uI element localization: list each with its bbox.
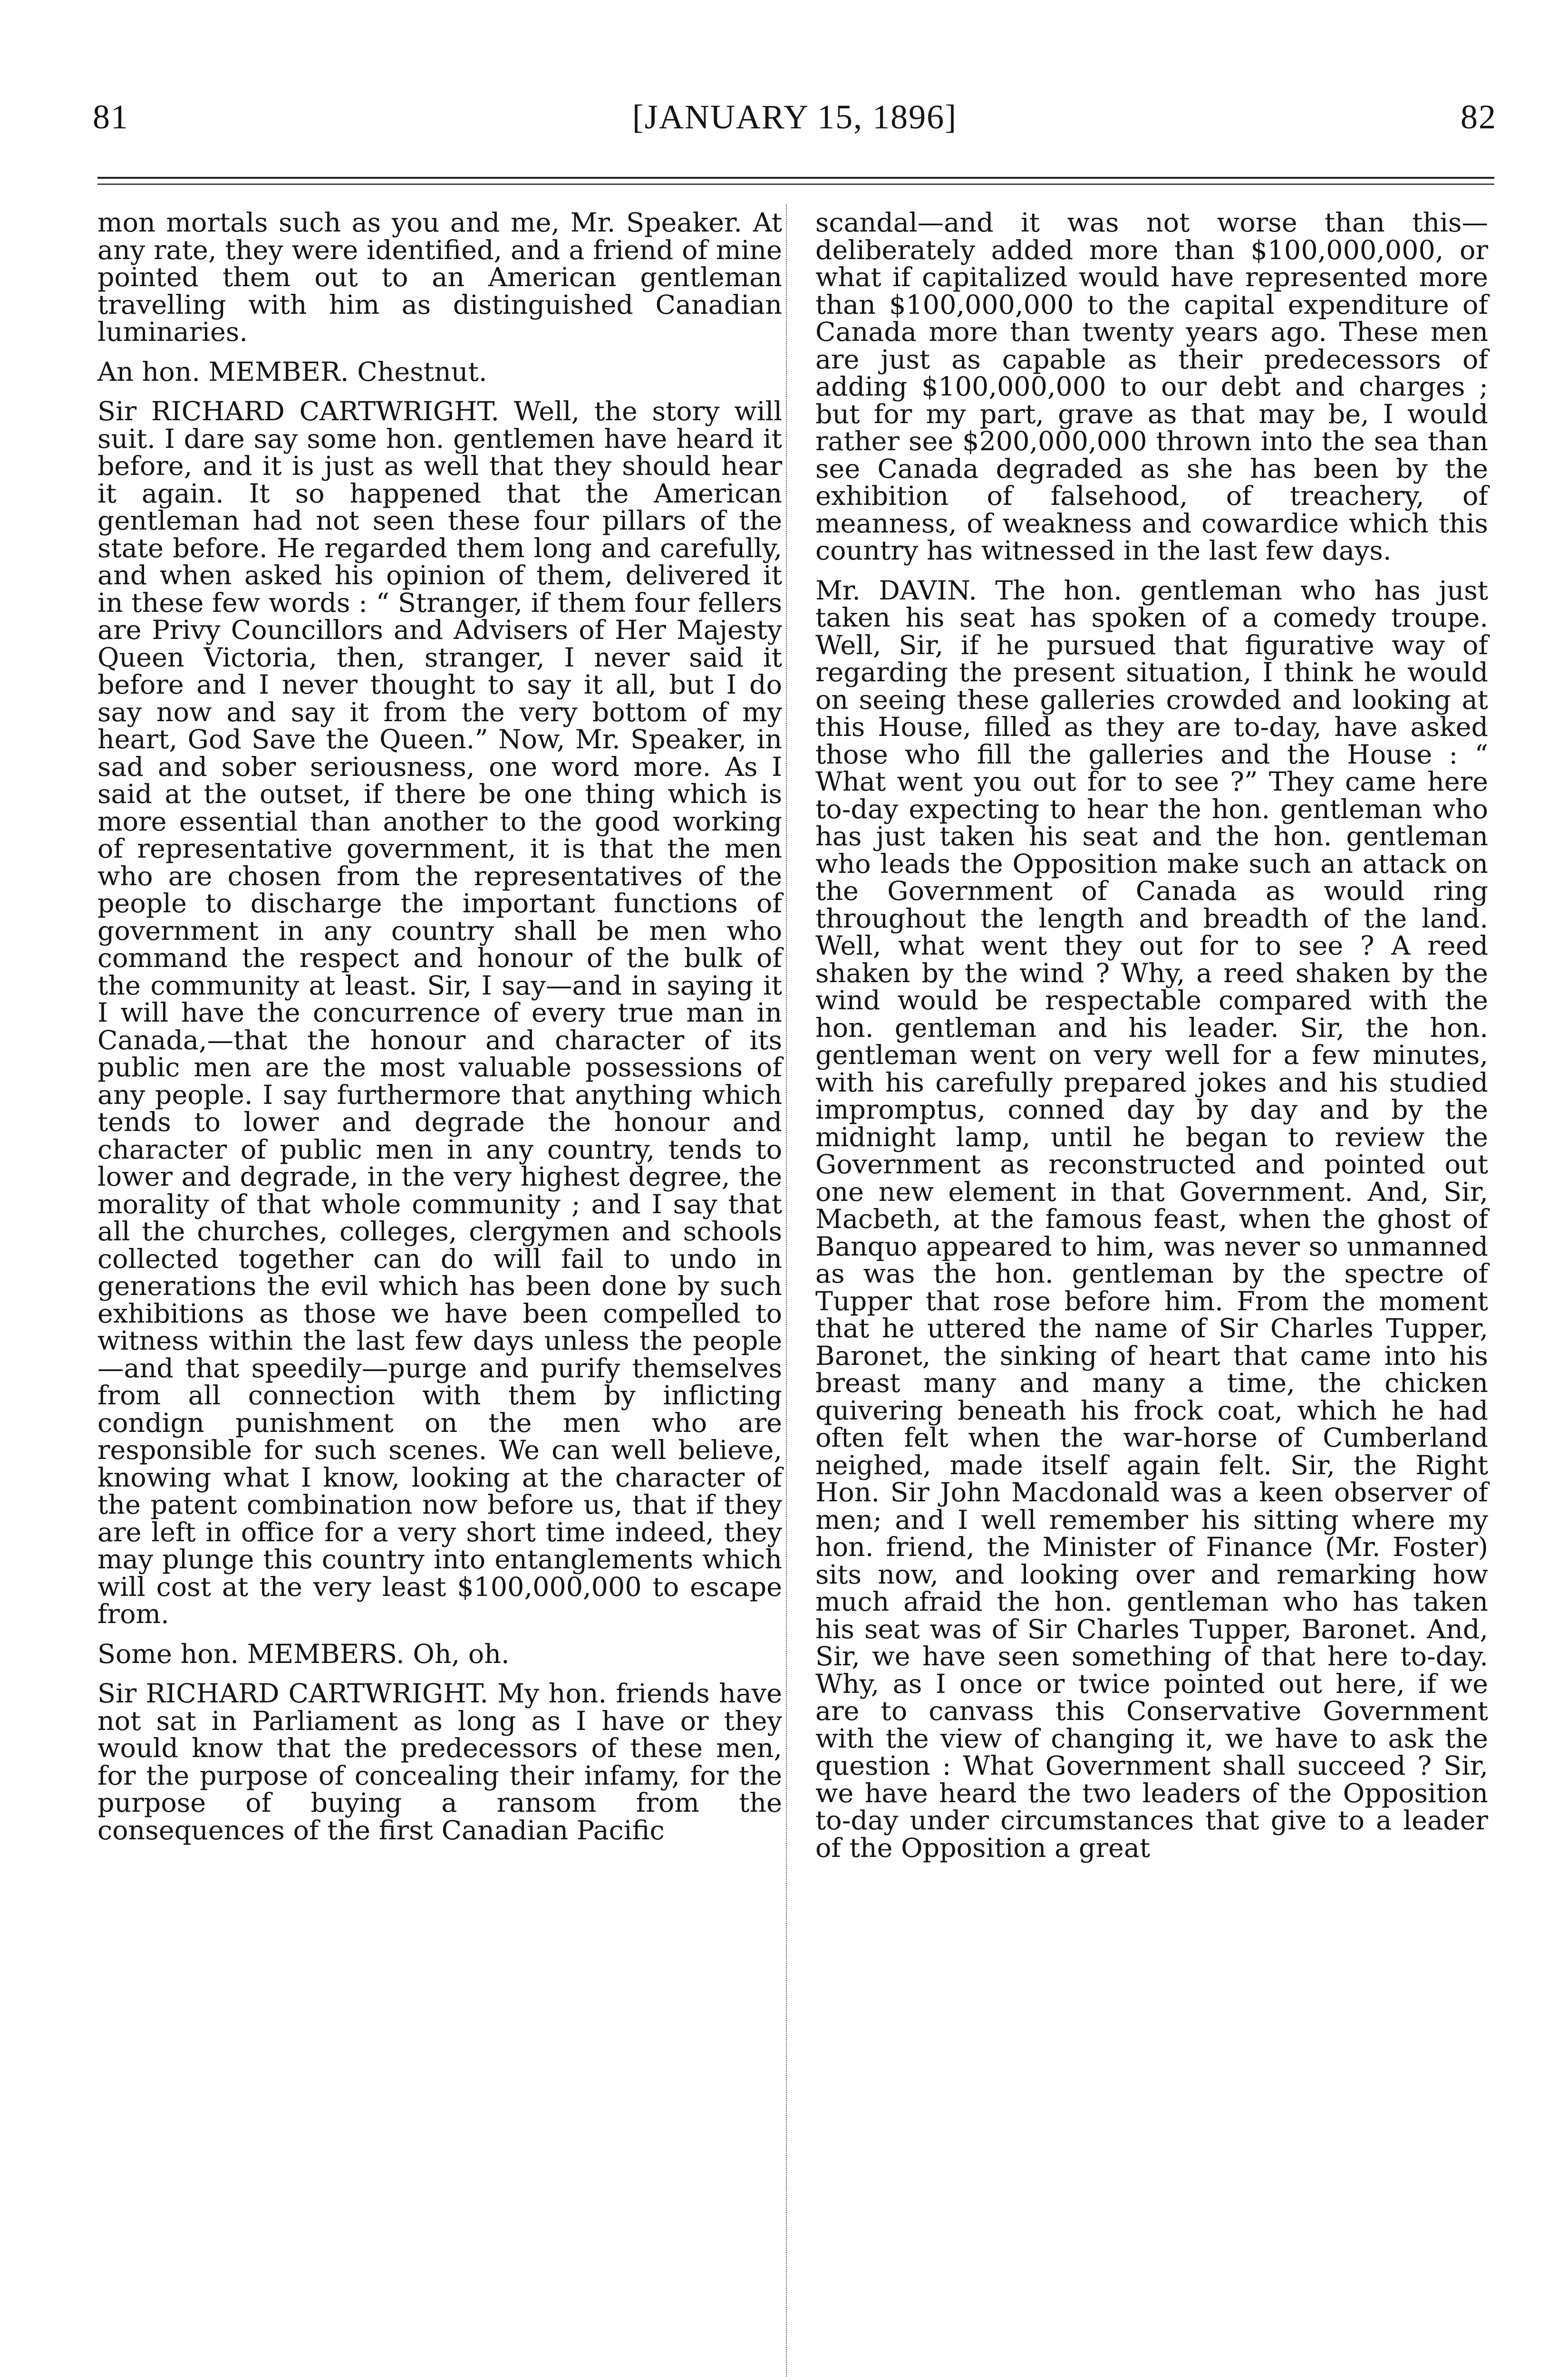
paragraph: Mr. DAVIN. The hon. gentleman who has just taken his seat has spoken of a comedy troupe. Well, Sir, if he pursued that figurative way of regarding the present situation, I think he would on seeing these galleries crowded and looking at this House, filled as they are to-day, have asked those who fill the galleries and the House : “ What went you out for to see ?” They came here to-day expecting to hear the hon. gentleman who has just taken his seat and the hon. gentleman who leads the Opposition make such an attack on the Government of Canada as would ring throughout the length and breadth of the land. Well, what went they out for to see ? A reed shaken by the wind ? Why, a reed shaken by the wind would be respectable compared with the hon. gentleman and his leader. Sir, the hon. gentleman went on very well for a few minutes, with his carefully prepared jokes and his studied impromptus, conned day by day and by the midnight lamp, until he began to review the Government as reconstructed and pointed out one new element in that Government. And, Sir, Macbeth, at the famous feast, when the ghost of Banquo appeared to him, was never so unmanned as was the hon. gentleman by the spectre of Tupper that rose before him. From the moment that he uttered the name of Sir Charles Tupper, Baronet, the sinking of heart that came into his breast many and many a time, the chicken quivering beneath his frock coat, which he had often felt when the war-horse of Cumberland neighed, made itself again felt. Sir, the Right Hon. Sir John Macdonald was a keen observer of men; and I well remember his sitting where my hon. friend, the Minister of Finance (Mr. Foster) sits now, and looking over and remarking how much afraid the hon. gentleman who has taken his seat was of Sir Charles Tupper, Baronet. And, Sir, we have seen something of that here to-day. Why, as I once or twice pointed out here, if we are to canvass this Conservative Government with the view of changing it, we have to ask the question : What Government shall succeed ? Sir, we have heard the two leaders of the Opposition to-day under circumstances that give to a leader of the Opposition a great bbox=[815, 575, 1488, 1864]
header-rule-top bbox=[97, 177, 1494, 179]
column-divider bbox=[786, 204, 787, 2377]
paragraph: Sir RICHARD CARTWRIGHT. My hon. friends have not sat in Parliament as long as I have or they would know that the predecessors of these men, for the purpose of concealing their infamy, for the purpose of buying a ransom from the consequences of the first Canadian Pacific bbox=[97, 1678, 782, 1846]
paragraph: mon mortals such as you and me, Mr. Speaker. At any rate, they were identified, and a friend of mine pointed them out to an American gentleman travelling with him as distinguished Canadian luminaries. bbox=[97, 207, 782, 348]
paragraph: An hon. MEMBER. Chestnut. bbox=[97, 356, 487, 387]
left-column bbox=[97, 209, 782, 1844]
page-number-left: 81 bbox=[93, 98, 129, 136]
right-column bbox=[815, 209, 1488, 1862]
header-rule-bottom bbox=[97, 184, 1494, 185]
page-number-right: 82 bbox=[1461, 98, 1497, 136]
paragraph: Sir RICHARD CARTWRIGHT. Well, the story will suit. I dare say some hon. gentlemen have heard it before, and it is just as well that they should hear it again. It so happened that the American gentleman had not seen these four pillars of the state before. He regarded them long and carefully, and when asked his opinion of them, delivered it in these few words : “ Stranger, if them four fellers are Privy Councillors and Advisers of Her Majesty Queen Victoria, then, stranger, I never said it before and I never thought to say it all, but I do say now and say it from the very bottom of my heart, God Save the Queen.” Now, Mr. Speaker, in sad and sober seriousness, one word more. As I said at the outset, if there be one thing which is more essential than another to the good working of representative government, it is that the men who are chosen from the representatives of the people to discharge the important functions of government in any country shall be men who command the respect and honour of the bulk of the community at least. Sir, I say—and in saying it I will have the concurrence of every true man in Canada,—that the honour and character of its public men are the most valuable possessions of any people. I say furthermore that anything which tends to lower and degrade the honour and character of public men in any country, tends to lower and degrade, in the very highest degree, the morality of that whole community ; and I say that all the churches, colleges, clergymen and schools collected together can do will fail to undo in generations the evil which has been done by such exhibitions as those we have been compelled to witness within the last few days unless the people—and that speedily—purge and purify themselves from all connection with them by inflicting condign punishment on the men who are responsible for such scenes. We can well believe, knowing what I know, looking at the character of the patent combination now before us, that if they are left in office for a very short time indeed, they may plunge this country into entanglements which will cost at the very least $100,000,000 to escape from. bbox=[97, 396, 782, 1630]
paragraph: Some hon. MEMBERS. Oh, oh. bbox=[97, 1638, 510, 1670]
paragraph: scandal—and it was not worse than this—deliberately added more than $100,000,000, or what if capitalized would have represented more than $100,000,000 to the capital expenditure of Canada more than twenty years ago. These men are just as capable as their predecessors of adding $100,000,000 to our debt and charges ; but for my part, grave as that may be, I would rather see $200,000,000 thrown into the sea than see Canada degraded as she has been by the exhibition of falsehood, of treachery, of meanness, of weakness and cowardice which this country has witnessed in the last few days. bbox=[815, 207, 1488, 566]
header-date: [JANUARY 15, 1896] bbox=[632, 98, 958, 136]
running-header bbox=[93, 97, 1497, 140]
